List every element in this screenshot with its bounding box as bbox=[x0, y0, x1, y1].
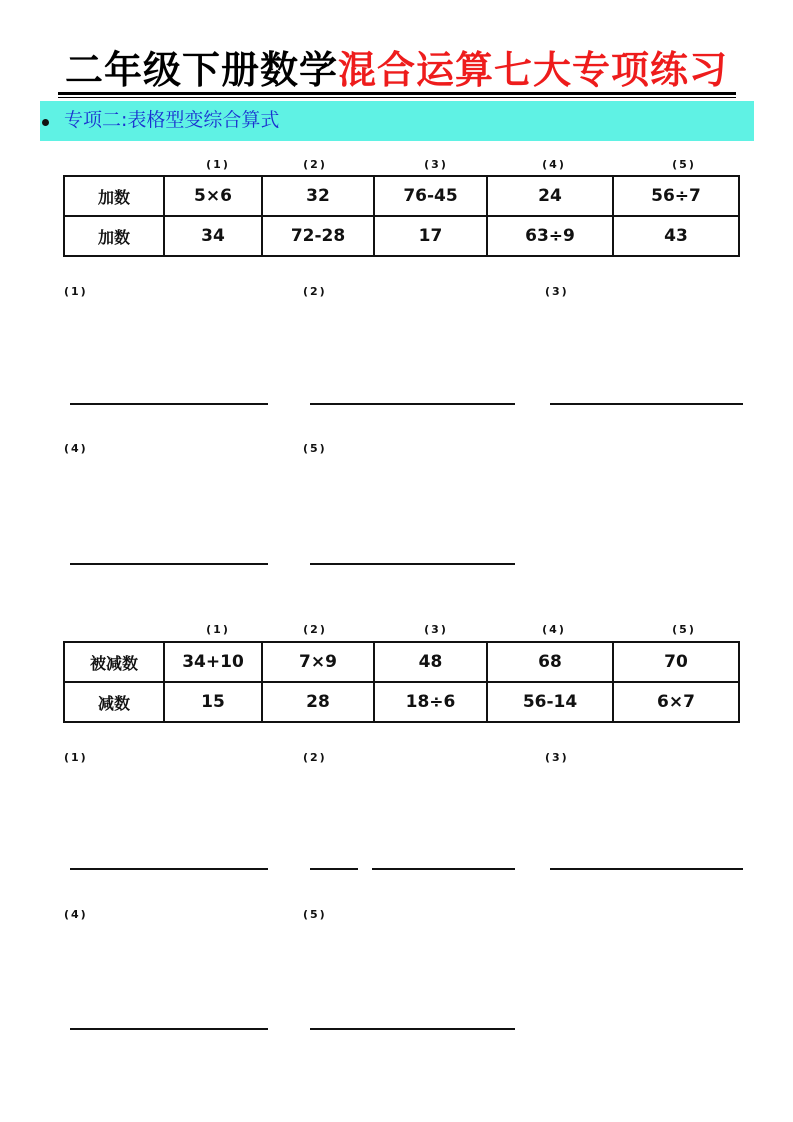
table1-column-number: (1) bbox=[206, 158, 230, 171]
answer-label: (5) bbox=[303, 908, 327, 921]
answer-label: (3) bbox=[545, 751, 569, 764]
table2-column-number: (2) bbox=[303, 623, 327, 636]
answer-line[interactable] bbox=[310, 563, 515, 565]
row-header: 加数 bbox=[64, 216, 164, 256]
table-cell: 56÷7 bbox=[613, 176, 739, 216]
table-cell: 48 bbox=[374, 642, 487, 682]
table1-column-number: (3) bbox=[424, 158, 448, 171]
bullet-icon bbox=[42, 119, 49, 126]
page-title-main: 二年级下册数学 bbox=[64, 47, 338, 92]
table-cell: 68 bbox=[487, 642, 613, 682]
answer-label: (1) bbox=[64, 751, 88, 764]
table-cell: 43 bbox=[613, 216, 739, 256]
answer-label: (4) bbox=[64, 908, 88, 921]
table2-column-number: (5) bbox=[672, 623, 696, 636]
answer-line[interactable] bbox=[372, 868, 515, 870]
table2-column-number: (3) bbox=[424, 623, 448, 636]
table1-addends bbox=[63, 175, 740, 257]
page-title bbox=[0, 46, 793, 94]
table-row bbox=[64, 642, 739, 682]
table-cell: 72-28 bbox=[262, 216, 374, 256]
answer-label: (1) bbox=[64, 285, 88, 298]
table2-column-numbers bbox=[0, 622, 793, 638]
answer-line[interactable] bbox=[550, 868, 743, 870]
table1-column-number: (4) bbox=[542, 158, 566, 171]
table-cell: 56-14 bbox=[487, 682, 613, 722]
answer-line[interactable] bbox=[310, 868, 358, 870]
answer-line[interactable] bbox=[70, 403, 268, 405]
table-cell: 24 bbox=[487, 176, 613, 216]
answer-line[interactable] bbox=[70, 1028, 268, 1030]
table2-minuend-subtrahend bbox=[63, 641, 740, 723]
table-row bbox=[64, 216, 739, 256]
page-title-highlight: 混合运算七大专项练习 bbox=[338, 47, 729, 92]
table-cell: 5×6 bbox=[164, 176, 262, 216]
title-underline-thick bbox=[58, 92, 736, 95]
table-cell: 34 bbox=[164, 216, 262, 256]
section-banner bbox=[40, 101, 754, 141]
table2-column-number: (4) bbox=[542, 623, 566, 636]
table-cell: 6×7 bbox=[613, 682, 739, 722]
table-cell: 34+10 bbox=[164, 642, 262, 682]
answer-label: (5) bbox=[303, 442, 327, 455]
table-cell: 76-45 bbox=[374, 176, 487, 216]
title-underline-thin bbox=[58, 97, 736, 98]
section-title: 专项二:表格型变综合算式 bbox=[64, 109, 280, 131]
answer-line[interactable] bbox=[310, 403, 515, 405]
table-row bbox=[64, 176, 739, 216]
answer-label: (2) bbox=[303, 285, 327, 298]
table-cell: 70 bbox=[613, 642, 739, 682]
row-header: 减数 bbox=[64, 682, 164, 722]
table1-column-number: (2) bbox=[303, 158, 327, 171]
table-cell: 17 bbox=[374, 216, 487, 256]
table-row bbox=[64, 682, 739, 722]
answer-line[interactable] bbox=[310, 1028, 515, 1030]
table-cell: 15 bbox=[164, 682, 262, 722]
table-cell: 7×9 bbox=[262, 642, 374, 682]
table1-column-number: (5) bbox=[672, 158, 696, 171]
answer-line[interactable] bbox=[70, 868, 268, 870]
table-cell: 63÷9 bbox=[487, 216, 613, 256]
answer-label: (2) bbox=[303, 751, 327, 764]
answer-line[interactable] bbox=[550, 403, 743, 405]
answer-label: (4) bbox=[64, 442, 88, 455]
table1-column-numbers bbox=[0, 157, 793, 173]
table-cell: 18÷6 bbox=[374, 682, 487, 722]
row-header: 加数 bbox=[64, 176, 164, 216]
table2-column-number: (1) bbox=[206, 623, 230, 636]
table-cell: 32 bbox=[262, 176, 374, 216]
answer-line[interactable] bbox=[70, 563, 268, 565]
answer-label: (3) bbox=[545, 285, 569, 298]
table-cell: 28 bbox=[262, 682, 374, 722]
row-header: 被减数 bbox=[64, 642, 164, 682]
